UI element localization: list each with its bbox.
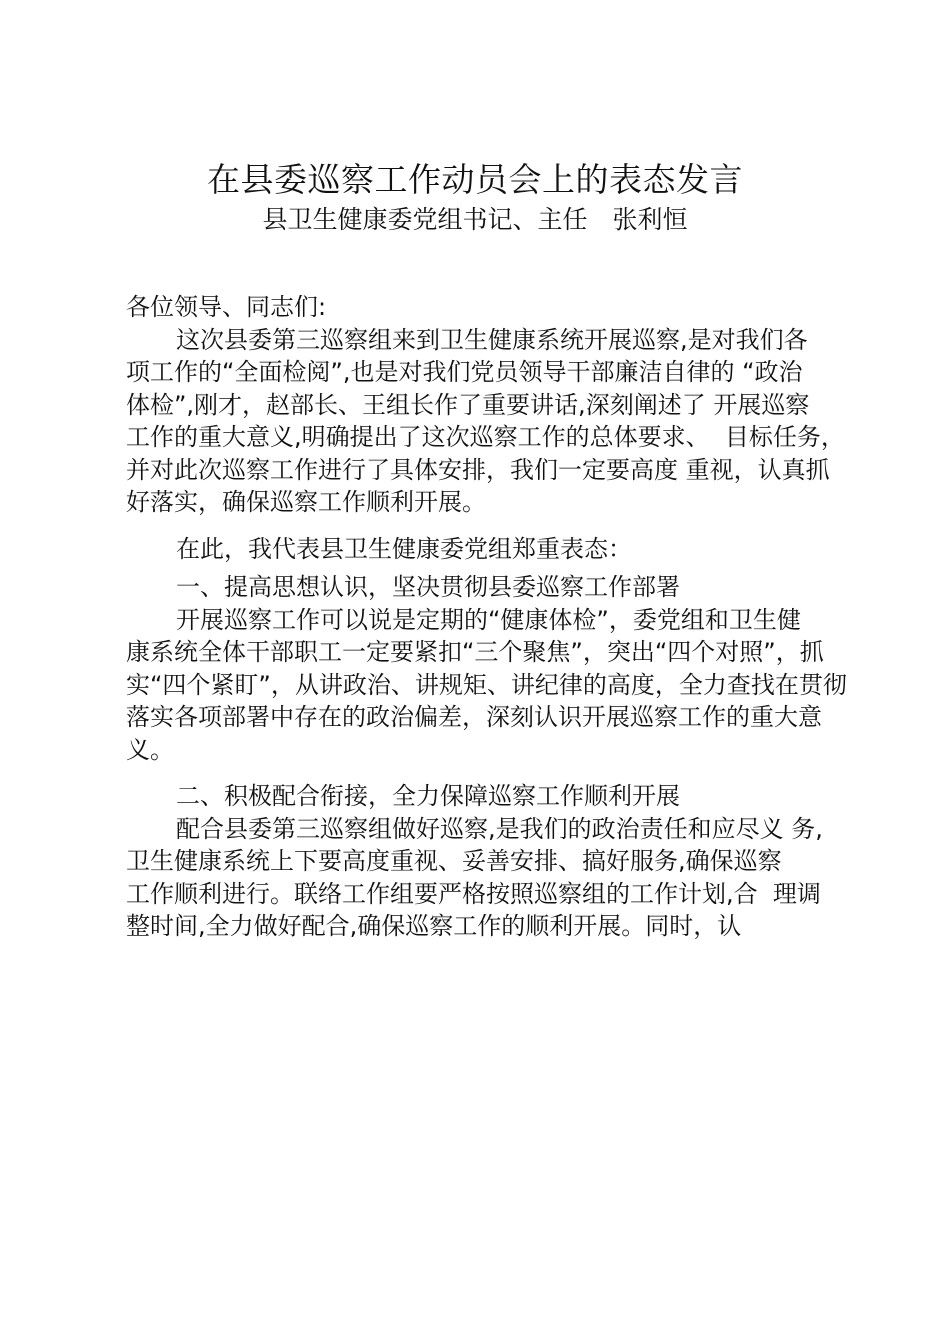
section-heading-2: 二、积极配合衔接，全力保障巡察工作顺利开展	[176, 782, 680, 810]
paragraph-line: 项工作的“全面检阅”,也是对我们党员领导干部廉洁自律的 “政治	[126, 358, 803, 386]
paragraph-line: 义。	[126, 735, 174, 764]
paragraph-line: 并对此次巡察工作进行了具体安排，我们一定要高度 重视，认真抓	[126, 455, 830, 484]
paragraph-line: 这次县委第三巡察组来到卫生健康系统开展巡察,是对我们各	[176, 325, 808, 354]
document-subtitle: 县卫生健康委党组书记、主任 张利恒	[262, 205, 688, 234]
paragraph-1	[126, 324, 861, 519]
document-title: 在县委巡察工作动员会上的表态发言	[207, 160, 743, 199]
paragraph-line: 好落实，确保巡察工作顺利开展。	[126, 488, 486, 516]
paragraph-line: 开展巡察工作可以说是定期的“健康体检”，委党组和卫生健	[176, 605, 801, 634]
paragraph-line: 落实各项部署中存在的政治偏差，深刻认识开展巡察工作的重大意	[126, 703, 822, 731]
document-body	[126, 291, 861, 943]
paragraph-line: 康系统全体干部职工一定要紧扣“三个聚焦”，突出“四个对照”，抓	[126, 638, 824, 666]
paragraph-line: 配合县委第三巡察组做好巡察,是我们的政治责任和应尽义 务,	[176, 814, 823, 843]
section-heading-1: 一、提高思想认识，坚决贯彻县委巡察工作部署	[176, 573, 680, 601]
paragraph-line: 工作的重大意义,明确提出了这次巡察工作的总体要求、 目标任务，	[126, 423, 845, 451]
paragraph-2: 在此，我代表县卫生健康委党组郑重表态：	[176, 534, 632, 563]
paragraph-line: 卫生健康系统上下要高度重视、妥善安排、搞好服务,确保巡察	[126, 847, 782, 875]
paragraph-4	[126, 813, 861, 943]
paragraph-3	[126, 604, 861, 767]
paragraph-line: 实“四个紧盯”，从讲政治、讲规矩、讲纪律的高度，全力查找在贯彻	[126, 670, 847, 699]
paragraph-line: 体检”,刚才，赵部长、王组长作了重要讲话,深刻阐述了 开展巡察	[126, 390, 810, 419]
greeting: 各位领导、同志们:	[126, 293, 327, 321]
paragraph-line: 整时间,全力做好配合,确保巡察工作的顺利开展。同时，认	[126, 912, 742, 940]
paragraph-line: 工作顺利进行。联络工作组要严格按照巡察组的工作计划,合 理调	[126, 879, 821, 908]
